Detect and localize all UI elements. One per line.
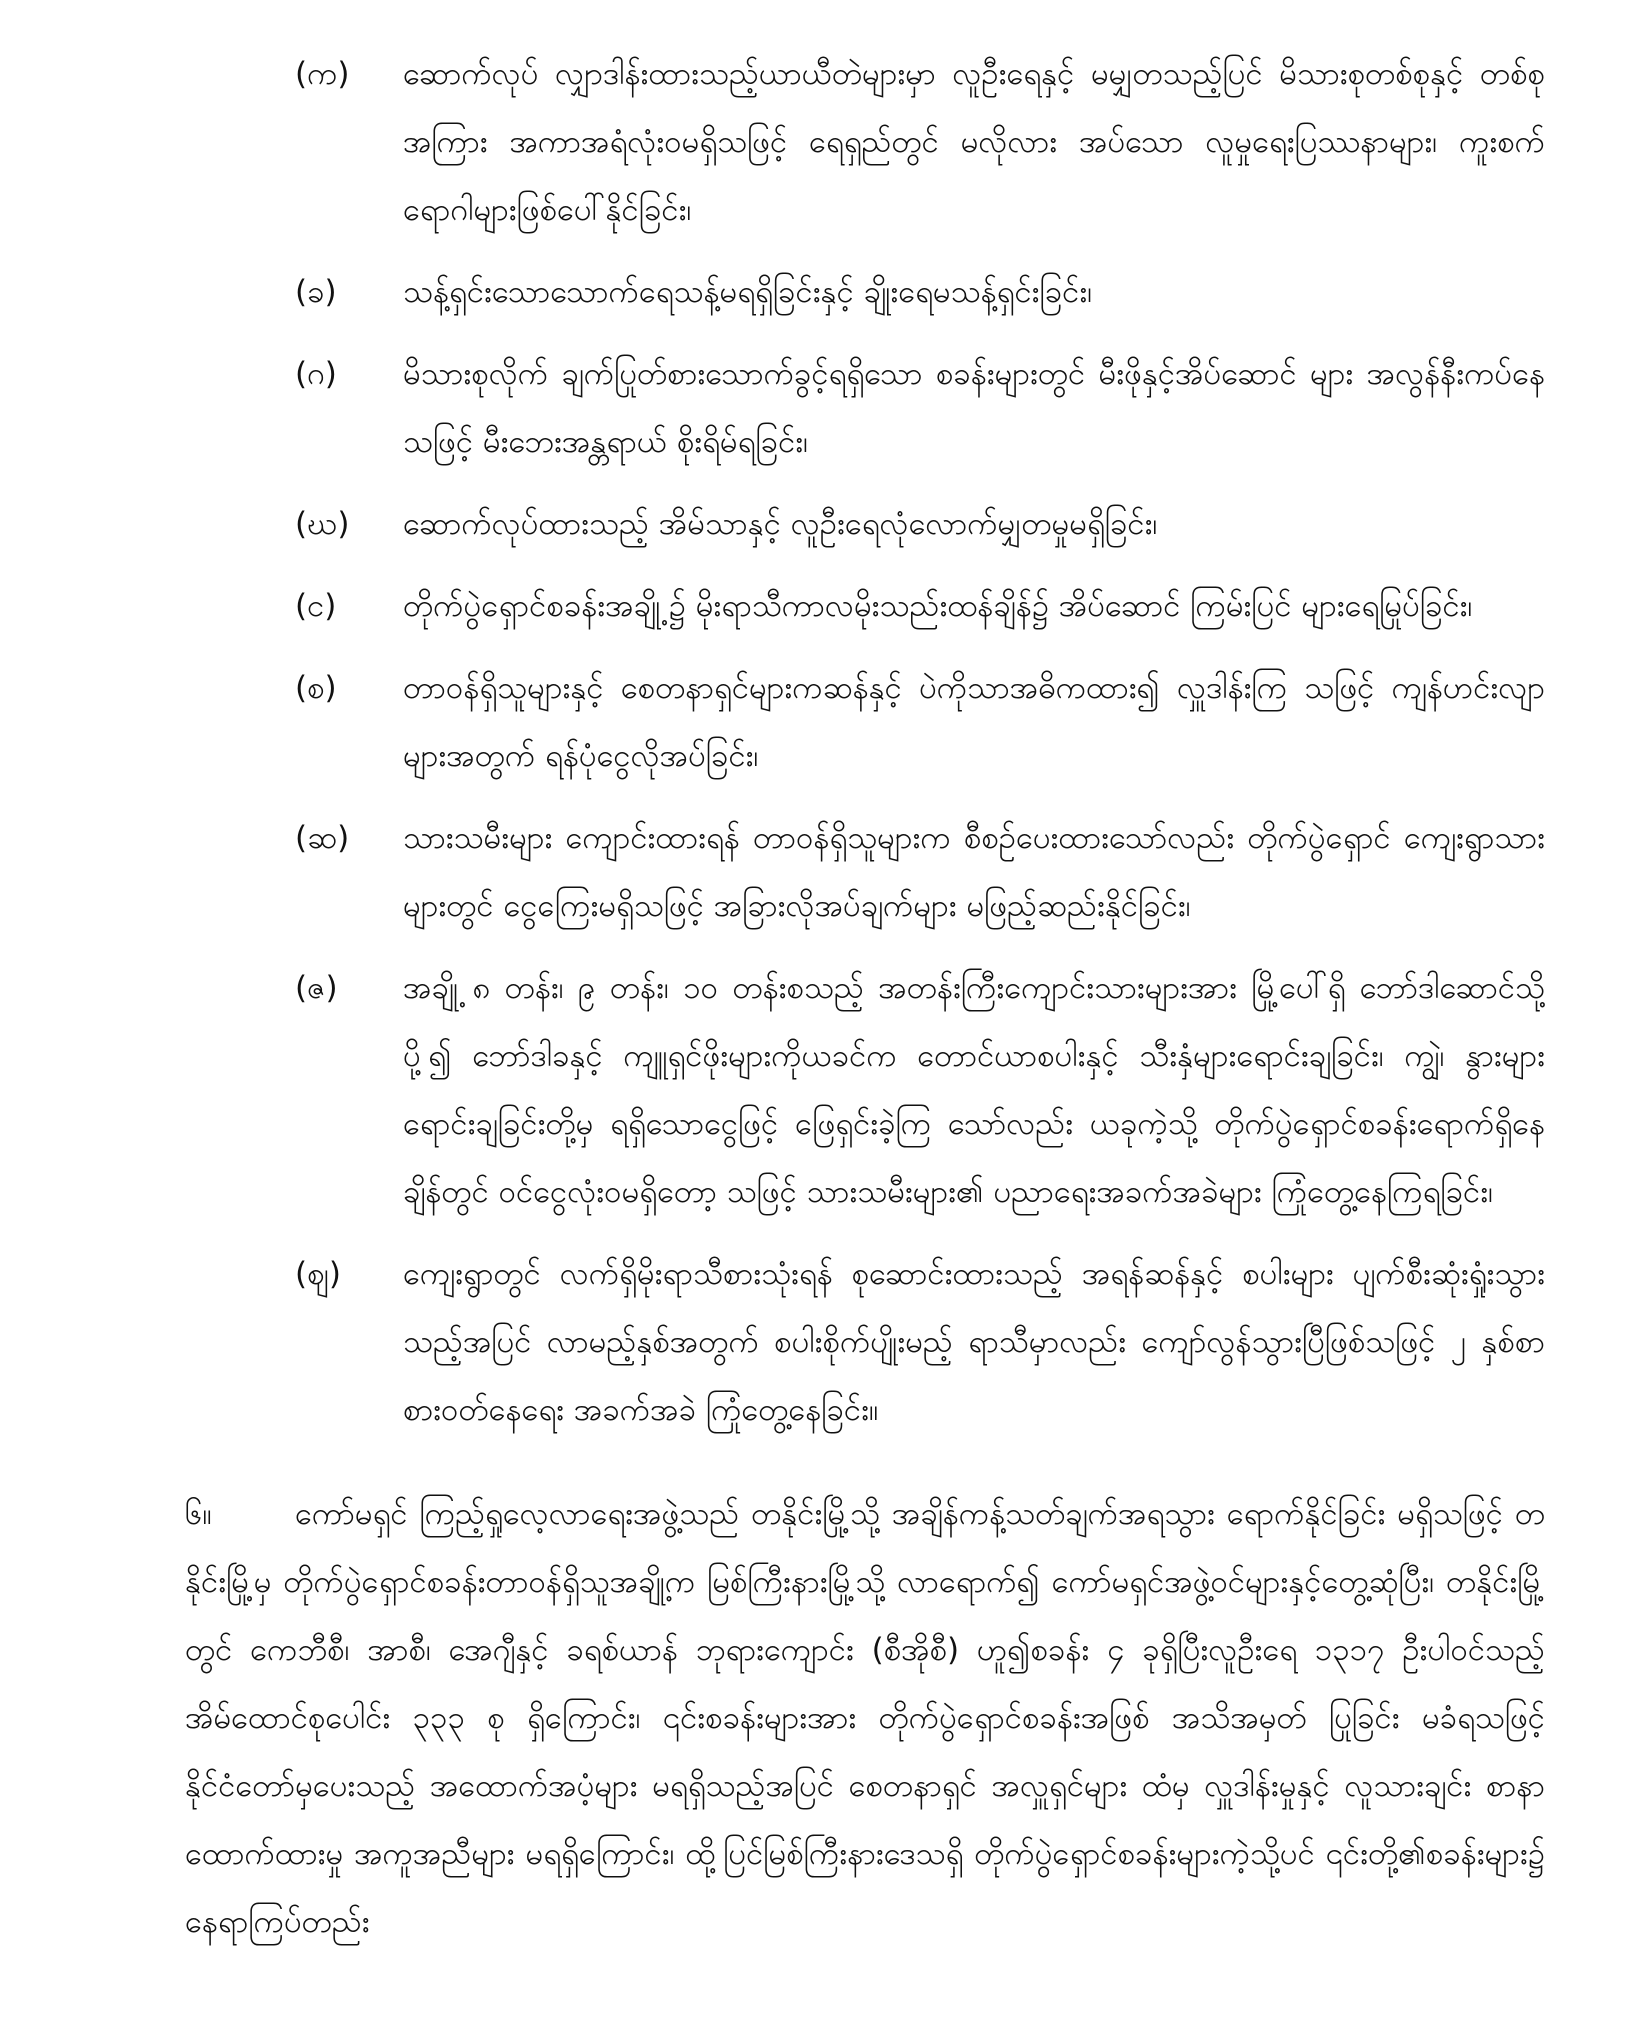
list-marker: (ခ) (295, 274, 337, 310)
issues-list (295, 40, 1545, 1458)
list-marker: (က) (295, 56, 350, 92)
list-item-text: သန့်ရှင်းသောသောက်ရေသန့်မရရှိခြင်းနှင့် ချိုးရေမသန့်ရှင်းခြင်း၊ (403, 274, 1093, 310)
list-item (295, 954, 1545, 1226)
list-item (295, 258, 1545, 326)
list-item-text: မိသားစုလိုက် ချက်ပြုတ်စားသောက်ခွင့်ရရှိသော စခန်းများတွင် မီးဖိုနှင့်အိပ်ဆောင် များ အလွန်နီးကပ်နေသဖြင့် မီးဘေးအန္တရာယ် စိုးရိမ်ရခြင်း၊ (403, 356, 1545, 460)
list-marker: (စ) (295, 670, 337, 706)
list-item (295, 572, 1545, 640)
list-marker: (ဂ) (295, 356, 337, 392)
list-item (295, 490, 1545, 558)
list-marker: (ဇ) (295, 970, 338, 1006)
list-marker: (ဈ) (295, 1256, 342, 1292)
list-marker: (င) (295, 588, 337, 624)
list-item-text: တိုက်ပွဲရှောင်စခန်းအချို့၌ မိုးရာသီကာလမိုးသည်းထန်ချိန်၌ အိပ်ဆောင် ကြမ်းပြင် များရေမြုပ်ခြင်း၊ (403, 588, 1473, 624)
paragraph-text: ကော်မရှင် ကြည့်ရှုလေ့လာရေးအဖွဲ့သည် တနိုင်းမြို့သို့ အချိန်ကန့်သတ်ချက်အရသွား ရောက်နိုင်ခြင်း မရှိသဖြင့် တနိုင်းမြို့မှ တိုက်ပွဲရှောင်စခန်းတာဝန်ရှိသူအချို့က မြစ်ကြီးနားမြို့သို့ လာရောက်၍ ကော်မရှင်အဖွဲ့ဝင်များနှင့်တွေ့ဆုံပြီး၊ တနိုင်းမြို့တွင် ကေဘီစီ၊ အာစီ၊ အေဂျီနှင့် ခရစ်ယာန် ဘုရားကျောင်း (စီအိုစီ) ဟူ၍စခန်း ၄ ခုရှိပြီးလူဦးရေ ၁၃၁၇ ဦးပါဝင်သည့် အိမ်ထောင်စုပေါင်း ၃၃၃ စု ရှိကြောင်း၊ ၎င်းစခန်းများအား တိုက်ပွဲရှောင်စခန်းအဖြစ် အသိအမှတ် ပြုခြင်း မခံရသဖြင့်နိုင်ငံတော်မှပေးသည့် အထောက်အပံ့များ မရရှိသည့်အပြင် စေတနာရှင် အလှူရှင်များ ထံမှ လှူဒါန်းမှုနှင့် လူသားချင်း စာနာထောက်ထားမှု အကူအညီများ မရရှိကြောင်း၊ ထို့ပြင်မြစ်ကြီးနားဒေသရှိ တိုက်ပွဲရှောင်စခန်းများကဲ့သို့ပင် ၎င်းတို့၏စခန်းများ၌ နေရာကြပ်တည်း (185, 1496, 1545, 1940)
numbered-paragraph (185, 1480, 1545, 1956)
list-item-text: သားသမီးများ ကျောင်းထားရန် တာဝန်ရှိသူများက စီစဉ်ပေးထားသော်လည်း တိုက်ပွဲရှောင် ကျေးရွာသားများတွင် ငွေကြေးမရှိသဖြင့် အခြားလိုအပ်ချက်များ မဖြည့်ဆည်းနိုင်ခြင်း၊ (403, 820, 1545, 924)
list-item-text: ဆောက်လုပ် လျှာဒါန်းထားသည့်ယာယီတဲများမှာ လူဦးရေနှင့် မမျှတသည့်ပြင် မိသားစုတစ်စုနှင့် တစ်စုအကြား အကာအရံလုံးဝမရှိသဖြင့် ရေရှည်တွင် မလိုလား အပ်သော လူမှုရေးပြဿနာများ၊ ကူးစက် ရောဂါများဖြစ်ပေါ်နိုင်ခြင်း၊ (403, 56, 1545, 228)
list-item-text: ကျေးရွာတွင် လက်ရှိမိုးရာသီစားသုံးရန် စုဆောင်းထားသည့် အရန်ဆန်နှင့် စပါးများ ပျက်စီးဆုံးရှုံးသွားသည့်အပြင် လာမည့်နှစ်အတွက် စပါးစိုက်ပျိုးမည့် ရာသီမှာလည်း ကျော်လွန်သွားပြီဖြစ်သဖြင့် ၂ နှစ်စာစားဝတ်နေရေး အခက်အခဲ ကြုံတွေ့နေခြင်း။ (403, 1256, 1545, 1428)
list-item (295, 340, 1545, 476)
list-item-text: အချို့ ၈ တန်း၊ ၉ တန်း၊ ၁၀ တန်းစသည့် အတန်းကြီးကျောင်းသားများအား မြို့ပေါ်ရှိ ဘော်ဒါဆောင်သို့ပို့၍ ဘော်ဒါခနှင့် ကျူရှင်ဖိုးများကိုယခင်က တောင်ယာစပါးနှင့် သီးနှံများရောင်းချခြင်း၊ ကျွဲ၊ နွားများရောင်းချခြင်းတို့မှ ရရှိသောငွေဖြင့် ဖြေရှင်းခဲ့ကြ သော်လည်း ယခုကဲ့သို့ တိုက်ပွဲရှောင်စခန်းရောက်ရှိနေချိန်တွင် ဝင်ငွေလုံးဝမရှိတော့ သဖြင့် သားသမီးများ၏ ပညာရေးအခက်အခဲများ ကြုံတွေ့နေကြရခြင်း၊ (403, 970, 1545, 1210)
list-item (295, 654, 1545, 790)
paragraph-number: ၆။ (185, 1496, 212, 1532)
list-item (295, 804, 1545, 940)
list-marker: (ဆ) (295, 820, 350, 856)
list-item-text: ဆောက်လုပ်ထားသည့် အိမ်သာနှင့် လူဦးရေလုံလောက်မျှတမှုမရှိခြင်း၊ (403, 506, 1158, 542)
list-item (295, 40, 1545, 244)
list-marker: (ဃ) (295, 506, 350, 542)
list-item-text: တာဝန်ရှိသူများနှင့် စေတနာရှင်များကဆန်နှင့် ပဲကိုသာအဓိကထား၍ လှူဒါန်းကြ သဖြင့် ကျန်ဟင်းလျာများအတွက် ရန်ပုံငွေလိုအပ်ခြင်း၊ (403, 670, 1545, 774)
list-item (295, 1240, 1545, 1444)
